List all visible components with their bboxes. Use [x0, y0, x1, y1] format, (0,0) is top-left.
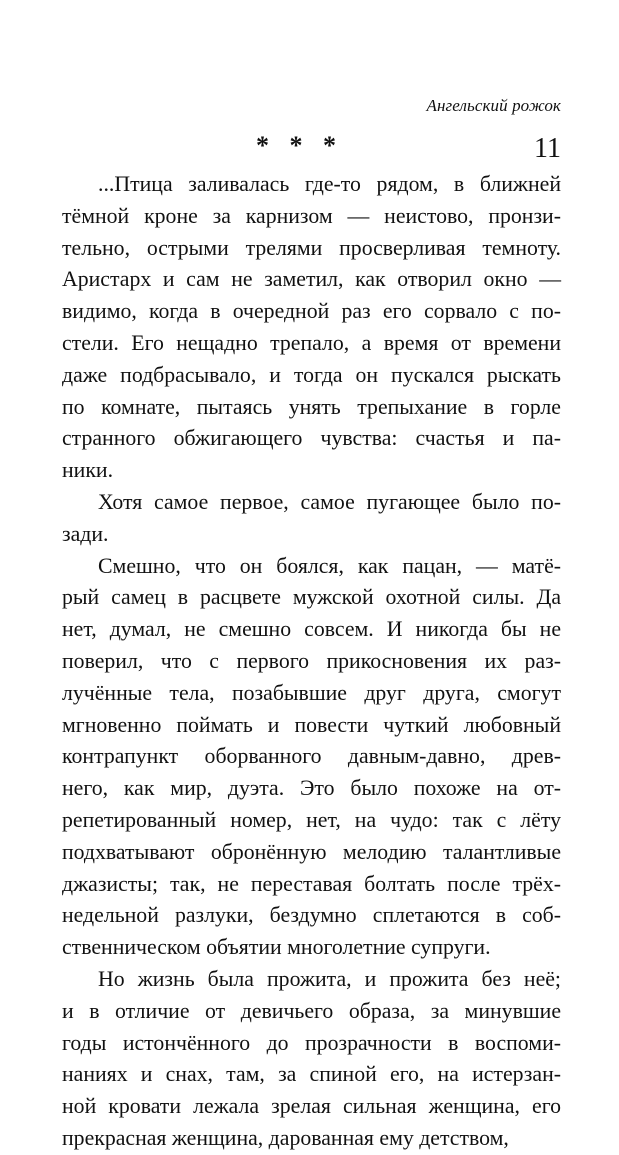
text-line: нет, думал, не смешно совсем. И никогда бы не: [62, 617, 561, 642]
text-line: контрапункт оборванного давным-давно, древ-: [62, 744, 561, 769]
text-line: даже подбрасывало, и тогда он пускался рыскать: [62, 362, 561, 387]
text-line: лучённые тела, позабывшие друг друга, смогут: [62, 680, 561, 705]
text-line: видимо, когда в очередной раз его сорвало с по-: [62, 299, 561, 324]
text-line: тёмной кроне за карнизом — неистово, пронзи-: [62, 203, 561, 228]
text-line: по комнате, пытаясь унять трепыхание в горле: [62, 394, 561, 419]
text-line: Но жизнь была прожита, и прожита без неё;: [98, 966, 561, 991]
text-line: подхватывают обронённую мелодию талантливые: [62, 839, 561, 864]
text-line: ники.: [62, 458, 114, 483]
text-line: поверил, что с первого прикосновения их раз-: [62, 648, 561, 673]
body-text: [62, 169, 561, 1155]
paragraph: [62, 964, 561, 1155]
text-line: наниях и снах, там, за спиной его, на истерзан-: [62, 1062, 561, 1087]
text-line: Хотя самое первое, самое пугающее было по-: [98, 489, 561, 514]
running-title: Ангельский рожок: [426, 96, 561, 115]
paragraph: [62, 487, 561, 551]
section-separator: * * *: [256, 131, 336, 160]
text-line: джазисты; так, не переставая болтать после трёх-: [62, 871, 561, 896]
page-number: 11: [534, 133, 561, 164]
text-line: ственническом объятии многолетние супруги.: [62, 935, 491, 960]
text-line: тельно, острыми трелями просверливая темноту.: [62, 235, 561, 260]
text-line: репетированный номер, нет, на чудо: так с лёту: [62, 807, 561, 832]
text-line: ...Птица заливалась где-то рядом, в ближней: [98, 172, 561, 196]
text-line: недельной разлуки, бездумно сплетаются в соб-: [62, 903, 561, 928]
text-line: прекрасная женщина, дарованная ему детством,: [62, 1125, 509, 1150]
text-line: рый самец в расцвете мужской охотной силы. Да: [62, 585, 561, 610]
text-line: и в отличие от девичьего образа, за минувшие: [62, 998, 561, 1023]
text-line: Смешно, что он боялся, как пацан, — матё-: [98, 553, 561, 578]
text-line: годы истончённого до прозрачности в воспоми-: [62, 1030, 561, 1055]
text-line: странного обжигающего чувства: счастья и па-: [62, 426, 561, 451]
text-line: ной кровати лежала зрелая сильная женщина, его: [62, 1094, 561, 1119]
text-line: него, как мир, дуэта. Это было похоже на от-: [62, 776, 561, 801]
text-line: Аристарх и сам не заметил, как отворил окно —: [62, 267, 561, 292]
paragraph: [62, 551, 561, 964]
text-line: мгновенно поймать и повести чуткий любовный: [62, 712, 561, 737]
text-line: стели. Его нещадно трепало, а время от времени: [62, 330, 561, 355]
paragraph: [62, 169, 561, 487]
text-line: зади.: [62, 521, 109, 546]
